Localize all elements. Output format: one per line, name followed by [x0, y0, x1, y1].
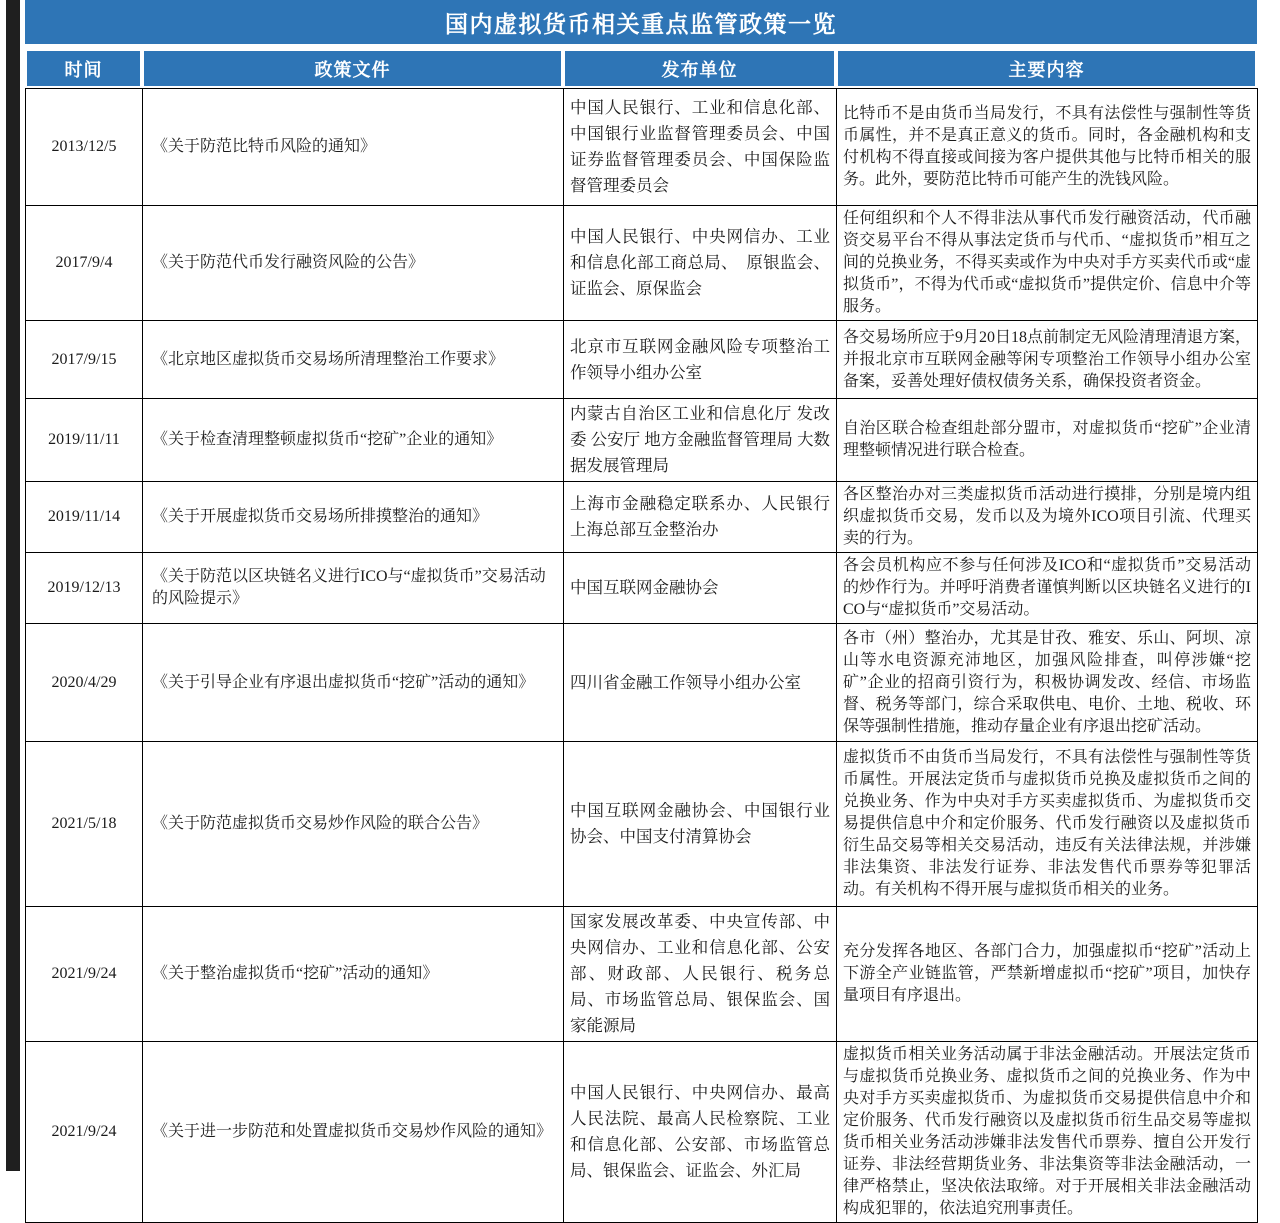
cell-policy: 《关于防范比特币风险的通知》 — [143, 89, 564, 206]
table-row — [26, 399, 1258, 482]
cell-date: 2019/11/14 — [26, 482, 143, 553]
cell-issuer: 中国人民银行、中央网信办、最高人民法院、最高人民检察院、工业和信息化部、公安部、市场监管总局、银保监会、证监会、外汇局 — [564, 1042, 837, 1223]
cell-date: 2019/12/13 — [26, 553, 143, 624]
cell-issuer: 内蒙古自治区工业和信息化厅 发改委 公安厅 地方金融监督管理局 大数据发展管理局 — [564, 399, 837, 482]
cell-content: 任何组织和个人不得非法从事代币发行融资活动，代币融资交易平台不得从事法定货币与代币、“虚拟货币”相互之间的兑换业务，不得买卖或作为中央对手方买卖代币或“虚拟货币”，不得为代币或“虚拟货币”提供定价、信息中介等服务。 — [837, 206, 1258, 321]
cell-content: 各会员机构应不参与任何涉及ICO和“虚拟货币”交易活动的炒作行为。并呼吁消费者谨慎判断以区块链名义进行的ICO与“虚拟货币”交易活动。 — [837, 553, 1258, 624]
cell-date: 2017/9/15 — [26, 321, 143, 399]
page-title: 国内虚拟货币相关重点监管政策一览 — [25, 0, 1257, 44]
table-row — [26, 206, 1258, 321]
column-header-time: 时间 — [25, 49, 142, 88]
column-header-policy: 政策文件 — [142, 49, 563, 88]
cell-issuer: 国家发展改革委、中央宣传部、中央网信办、工业和信息化部、公安部、财政部、人民银行、税务总局、市场监管总局、银保监会、国家能源局 — [564, 907, 837, 1042]
cell-issuer: 中国互联网金融协会、中国银行业协会、中国支付清算协会 — [564, 742, 837, 907]
cell-policy: 《关于引导企业有序退出虚拟货币“挖矿”活动的通知》 — [143, 624, 564, 742]
column-header-issuer: 发布单位 — [563, 49, 836, 88]
table-header-row — [25, 49, 1257, 88]
cell-policy: 《关于检查清理整顿虚拟货币“挖矿”企业的通知》 — [143, 399, 564, 482]
cell-content: 充分发挥各地区、各部门合力，加强虚拟币“挖矿”活动上下游全产业链监管，严禁新增虚拟币“挖矿”项目，加快存量项目有序退出。 — [837, 907, 1258, 1042]
cell-issuer: 中国人民银行、中央网信办、工业和信息化部工商总局、 原银监会、证监会、原保监会 — [564, 206, 837, 321]
cell-issuer: 四川省金融工作领导小组办公室 — [564, 624, 837, 742]
cell-issuer: 北京市互联网金融风险专项整治工作领导小组办公室 — [564, 321, 837, 399]
cell-date: 2017/9/4 — [26, 206, 143, 321]
cell-date: 2019/11/11 — [26, 399, 143, 482]
table-row — [26, 907, 1258, 1042]
cell-content: 自治区联合检查组赴部分盟市，对虚拟货币“挖矿”企业清理整顿情况进行联合检查。 — [837, 399, 1258, 482]
cell-content: 比特币不是由货币当局发行，不具有法偿性与强制性等货币属性，并不是真正意义的货币。同时，各金融机构和支付机构不得直接或间接为客户提供其他与比特币相关的服务。此外，要防范比特币可能产生的洗钱风险。 — [837, 89, 1258, 206]
column-header-content: 主要内容 — [836, 49, 1257, 88]
cell-policy: 《关于防范以区块链名义进行ICO与“虚拟货币”交易活动的风险提示》 — [143, 553, 564, 624]
table-row — [26, 742, 1258, 907]
cell-date: 2013/12/5 — [26, 89, 143, 206]
cell-policy: 《关于进一步防范和处置虚拟货币交易炒作风险的通知》 — [143, 1042, 564, 1223]
cell-content: 各区整治办对三类虚拟货币活动进行摸排，分别是境内组织虚拟货币交易，发币以及为境外ICO项目引流、代理买卖的行为。 — [837, 482, 1258, 553]
cell-issuer: 中国人民银行、工业和信息化部、中国银行业监督管理委员会、中国证券监督管理委员会、中国保险监督管理委员会 — [564, 89, 837, 206]
left-edge-bar — [6, 0, 20, 1171]
cell-policy: 《北京地区虚拟货币交易场所清理整治工作要求》 — [143, 321, 564, 399]
policy-table — [25, 88, 1258, 1223]
cell-issuer: 中国互联网金融协会 — [564, 553, 837, 624]
policy-table-sheet — [25, 0, 1257, 1223]
table-row — [26, 321, 1258, 399]
table-row — [26, 89, 1258, 206]
cell-content: 各交易场所应于9月20日18点前制定无风险清理清退方案，并报北京市互联网金融等闲专项整治工作领导小组办公室备案，妥善处理好债权债务关系，确保投资者资金。 — [837, 321, 1258, 399]
table-row — [26, 553, 1258, 624]
cell-date: 2021/9/24 — [26, 907, 143, 1042]
cell-date: 2020/4/29 — [26, 624, 143, 742]
table-row — [26, 482, 1258, 553]
cell-content: 各市（州）整治办，尤其是甘孜、雅安、乐山、阿坝、凉山等水电资源充沛地区，加强风险排查，叫停涉嫌“挖矿”企业的招商引资行为，积极协调发改、经信、市场监督、税务等部门，综合采取供电、电价、土地、税收、环保等强制性措施，推动存量企业有序退出挖矿活动。 — [837, 624, 1258, 742]
table-row — [26, 624, 1258, 742]
table-row — [26, 1042, 1258, 1223]
cell-content: 虚拟货币相关业务活动属于非法金融活动。开展法定货币与虚拟货币兑换业务、虚拟货币之间的兑换业务、作为中央对手方买卖虚拟货币、为虚拟货币交易提供信息中介和定价服务、代币发行融资以及虚拟货币衍生品交易等虚拟货币相关业务活动涉嫌非法发售代币票券、擅自公开发行证券、非法经营期货业务、非法集资等非法金融活动，一律严格禁止，坚决依法取缔。对于开展相关非法金融活动构成犯罪的，依法追究刑事责任。 — [837, 1042, 1258, 1223]
cell-issuer: 上海市金融稳定联系办、人民银行上海总部互金整治办 — [564, 482, 837, 553]
cell-policy: 《关于防范代币发行融资风险的公告》 — [143, 206, 564, 321]
cell-policy: 《关于整治虚拟货币“挖矿”活动的通知》 — [143, 907, 564, 1042]
cell-policy: 《关于开展虚拟货币交易场所排摸整治的通知》 — [143, 482, 564, 553]
cell-policy: 《关于防范虚拟货币交易炒作风险的联合公告》 — [143, 742, 564, 907]
cell-content: 虚拟货币不由货币当局发行，不具有法偿性与强制性等货币属性。开展法定货币与虚拟货币兑换及虚拟货币之间的兑换业务、作为中央对手方买卖虚拟货币、为虚拟货币交易提供信息中介和定价服务、代币发行融资以及虚拟货币衍生品交易等相关交易活动，违反有关法律法规，并涉嫌非法集资、非法发行证券、非法发售代币票券等犯罪活动。有关机构不得开展与虚拟货币相关的业务。 — [837, 742, 1258, 907]
cell-date: 2021/5/18 — [26, 742, 143, 907]
cell-date: 2021/9/24 — [26, 1042, 143, 1223]
